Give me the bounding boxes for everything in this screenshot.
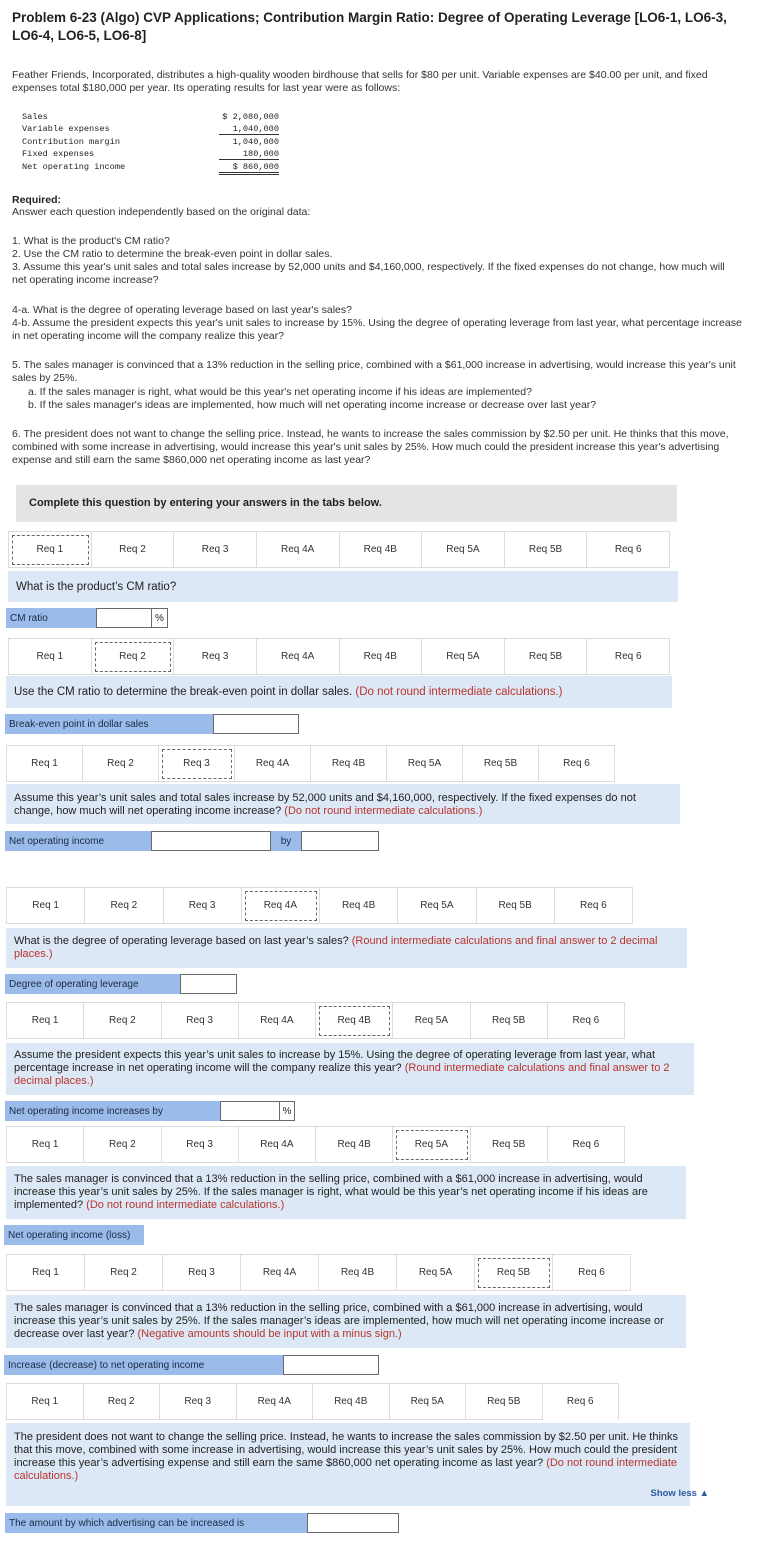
tab-req-3[interactable]: Req 3	[174, 639, 257, 675]
req-4b-note: (Round intermediate calculations and final answer to 2 decimal places.)	[14, 1062, 670, 1087]
statement-label: Sales	[22, 112, 48, 122]
tab-req-2[interactable]: Req 2	[85, 1255, 163, 1291]
tab-req-1[interactable]: Req 1	[9, 639, 92, 675]
noi-change-select[interactable]	[152, 834, 270, 852]
by-label: by	[271, 831, 301, 851]
req-3-question-text: Assume this year’s unit sales and total sales increase by 52,000 units and $4,160,000, respectively. If the fixed expenses do not change, how much will net operating income increase?	[14, 792, 636, 817]
tab-req-5b[interactable]: Req 5B	[475, 1255, 553, 1291]
tab-req-5b[interactable]: Req 5B	[477, 888, 555, 924]
noi-increase-percent-label: Net operating income increases by	[5, 1101, 220, 1121]
tab-req-5b[interactable]: Req 5B	[505, 532, 588, 568]
tab-req-4b[interactable]: Req 4B	[316, 1003, 393, 1039]
tab-req-4b[interactable]: Req 4B	[313, 1384, 390, 1420]
tab-bar	[6, 887, 633, 924]
noi-change-label: Increase (decrease) to net operating income	[4, 1355, 283, 1375]
req-4a-question	[6, 928, 687, 968]
tab-req-1[interactable]: Req 1	[7, 1255, 85, 1291]
tab-req-6[interactable]: Req 6	[587, 532, 670, 568]
cm-ratio-input[interactable]	[97, 611, 151, 629]
tab-req-3[interactable]: Req 3	[174, 532, 257, 568]
problem-intro: Feather Friends, Incorporated, distributes a high-quality wooden birdhouse that sells for $80 per unit. Variable expenses are $40.00 per unit, and fixed expenses total $180,000 per year. Its operating results for last year were as follows:	[12, 69, 708, 94]
tab-req-3[interactable]: Req 3	[162, 1003, 239, 1039]
tab-req-4a[interactable]: Req 4A	[239, 1003, 316, 1039]
show-less-link[interactable]: Show less ▲	[650, 1488, 709, 1499]
statement-row-sales	[22, 111, 287, 123]
tab-req-5b[interactable]: Req 5B	[471, 1127, 548, 1163]
noi-loss-label: Net operating income (loss)	[4, 1225, 144, 1245]
advertising-increase-label: The amount by which advertising can be increased is	[5, 1513, 307, 1533]
noi-change-amount-input[interactable]	[284, 1358, 378, 1376]
tab-req-5a[interactable]: Req 5A	[390, 1384, 467, 1420]
tab-req-6[interactable]: Req 6	[553, 1255, 631, 1291]
req-4a-question-text: What is the degree of operating leverage based on last year’s sales?	[14, 935, 349, 947]
tab-req-5a[interactable]: Req 5A	[387, 746, 463, 782]
question-6: 6. The president does not want to change the selling price. Instead, he wants to increase the sales commission by $2.50 per unit. He thinks that this move, combined with some increase in advertising, would increase this year's unit sales by 25%. How much could the president increase this year's advertising expense and still earn the same $860,000 net operating income as last year?	[12, 428, 729, 466]
req-6-note: (Do not round intermediate calculations.)	[14, 1457, 678, 1482]
tab-req-6[interactable]: Req 6	[548, 1003, 625, 1039]
tab-req-4b[interactable]: Req 4B	[320, 888, 398, 924]
tab-req-4b[interactable]: Req 4B	[340, 532, 423, 568]
income-statement	[22, 111, 287, 173]
tab-req-4b[interactable]: Req 4B	[340, 639, 423, 675]
tab-req-2[interactable]: Req 2	[92, 532, 175, 568]
req-6-question	[6, 1423, 690, 1506]
cm-ratio-label: CM ratio	[6, 608, 96, 628]
tab-req-4a[interactable]: Req 4A	[257, 639, 340, 675]
req-1-question	[8, 571, 678, 602]
statement-value: $ 860,000	[219, 162, 279, 175]
question-3: 3. Assume this year's unit sales and total sales increase by 52,000 units and $4,160,000, respectively. If the fixed expenses do not change, how much will net operating income increase?	[12, 261, 725, 286]
req-2-question-text: Use the CM ratio to determine the break-even point in dollar sales.	[14, 686, 353, 698]
tab-req-6[interactable]: Req 6	[539, 746, 615, 782]
question-1: 1. What is the product's CM ratio?	[12, 235, 170, 247]
tab-req-1[interactable]: Req 1	[9, 532, 92, 568]
req-5a-note: (Do not round intermediate calculations.)	[86, 1199, 285, 1211]
tab-req-3[interactable]: Req 3	[162, 1127, 239, 1163]
statement-row-net-operating-income	[22, 161, 287, 173]
tab-req-4b[interactable]: Req 4B	[316, 1127, 393, 1163]
tab-req-1[interactable]: Req 1	[7, 888, 85, 924]
noi-change-amount-input-wrap	[283, 1355, 379, 1375]
req-2-note: (Do not round intermediate calculations.)	[355, 686, 563, 698]
tab-req-2[interactable]: Req 2	[92, 639, 175, 675]
noi-loss-input[interactable]	[144, 1226, 228, 1246]
noi-increase-input[interactable]	[302, 834, 378, 852]
req-4b-question	[6, 1043, 694, 1095]
break-even-input[interactable]	[214, 717, 298, 735]
noi-loss-input-wrap	[144, 1225, 228, 1245]
question-5b	[12, 399, 742, 412]
statement-row-variable-expenses	[22, 123, 287, 135]
tab-req-6[interactable]: Req 6	[548, 1127, 625, 1163]
tab-bar	[6, 1254, 631, 1291]
noi-percent-input[interactable]	[221, 1104, 279, 1122]
statement-label: Net operating income	[22, 161, 126, 172]
statement-value: 1,040,000	[219, 124, 279, 135]
statement-value: 180,000	[219, 149, 279, 160]
req-5b-note: (Negative amounts should be input with a minus sign.)	[137, 1328, 402, 1340]
tab-bar	[8, 638, 670, 675]
req-5a-question-text: The sales manager is convinced that a 13% reduction in the selling price, combined with a $61,000 increase in advertising, would increase this year’s unit sales by 25%. If the sales manager is right, what would be this year’s net operating income if his ideas are implemented?	[14, 1173, 648, 1211]
tab-req-4a[interactable]: Req 4A	[237, 1384, 314, 1420]
statement-label: Variable expenses	[22, 124, 110, 135]
break-even-label: Break-even point in dollar sales	[5, 714, 213, 734]
tab-bar	[6, 1126, 625, 1163]
tab-req-5b[interactable]: Req 5B	[463, 746, 539, 782]
tab-req-6[interactable]: Req 6	[587, 639, 670, 675]
tab-req-5b[interactable]: Req 5B	[505, 639, 588, 675]
tab-req-5a[interactable]: Req 5A	[422, 639, 505, 675]
tab-req-4a[interactable]: Req 4A	[241, 1255, 319, 1291]
tab-bar	[6, 745, 615, 782]
required-heading: Required:	[12, 194, 62, 206]
instructions-banner: Complete this question by entering your answers in the tabs below.	[16, 485, 677, 522]
statement-label: Fixed expenses	[22, 149, 95, 160]
tab-req-1[interactable]: Req 1	[7, 1003, 84, 1039]
req-1-question-text: What is the product’s CM ratio?	[16, 581, 177, 593]
tab-req-2[interactable]: Req 2	[84, 1003, 161, 1039]
noi-percent-input-wrap	[220, 1101, 280, 1121]
tab-req-6[interactable]: Req 6	[543, 1384, 620, 1420]
req-5a-question	[6, 1166, 686, 1219]
req-3-question	[6, 784, 680, 824]
tab-req-5a[interactable]: Req 5A	[393, 1003, 470, 1039]
tab-req-3[interactable]: Req 3	[163, 1255, 241, 1291]
statement-value: $ 2,080,000	[222, 112, 279, 122]
tab-req-1[interactable]: Req 1	[7, 1384, 84, 1420]
cm-ratio-input-wrap	[96, 608, 152, 628]
percent-unit: %	[280, 1101, 295, 1121]
break-even-input-wrap	[213, 714, 299, 734]
question-5: 5. The sales manager is convinced that a 13% reduction in the selling price, combined with a $61,000 increase in advertising, would increase this year's unit sales by 25%.	[12, 359, 736, 384]
req-3-note: (Do not round intermediate calculations.)	[284, 805, 483, 817]
tab-req-1[interactable]: Req 1	[7, 1127, 84, 1163]
tab-req-5a[interactable]: Req 5A	[422, 532, 505, 568]
required-text: Answer each question independently based on the original data:	[12, 206, 311, 218]
noi-increase-input-wrap	[301, 831, 379, 851]
dol-input[interactable]	[181, 977, 236, 995]
dol-label: Degree of operating leverage	[5, 974, 180, 994]
tab-req-4a[interactable]: Req 4A	[257, 532, 340, 568]
tab-bar	[6, 1383, 619, 1420]
statement-row-contribution-margin	[22, 136, 287, 148]
tab-req-5a[interactable]: Req 5A	[397, 1255, 475, 1291]
req-6-question-text: The president does not want to change the selling price. Instead, he wants to increase the sales commission by $2.50 per unit. He thinks that this move, combined with some increase in advertising, would increase this year’s unit sales by 25%. How much could the president increase this year’s advertising expense and still earn the same $860,000 net operating income as last year?	[14, 1431, 679, 1469]
advertising-increase-input[interactable]	[308, 1516, 398, 1534]
tab-bar	[6, 1002, 625, 1039]
tab-req-6[interactable]: Req 6	[555, 888, 633, 924]
tab-req-4b[interactable]: Req 4B	[319, 1255, 397, 1291]
req-4b-question-text: Assume the president expects this year’s unit sales to increase by 15%. Using the degree of operating leverage from last year, what percentage increase in net operating income will the company realize this year?	[14, 1049, 655, 1074]
tab-req-3[interactable]: Req 3	[160, 1384, 237, 1420]
tab-req-3[interactable]: Req 3	[164, 888, 242, 924]
advertising-increase-input-wrap	[307, 1513, 399, 1533]
req-4a-note: (Round intermediate calculations and final answer to 2 decimal places.)	[14, 935, 658, 960]
percent-unit: %	[152, 608, 168, 628]
tab-req-2[interactable]: Req 2	[83, 746, 159, 782]
req-5b-question-text: The sales manager is convinced that a 13% reduction in the selling price, combined with a $61,000 increase in advertising, would increase this year’s unit sales by 25%. If the sales manager’s ideas are implemented, how much will net operating income increase or decrease over last year?	[14, 1302, 664, 1340]
tab-req-5a[interactable]: Req 5A	[398, 888, 476, 924]
noi-change-input-wrap	[151, 831, 271, 851]
statement-label: Contribution margin	[22, 136, 120, 147]
tab-req-2[interactable]: Req 2	[85, 888, 163, 924]
question-5a	[12, 386, 742, 399]
question-4a: 4-a. What is the degree of operating leverage based on last year's sales?	[12, 304, 352, 316]
dol-input-wrap	[180, 974, 237, 994]
question-2: 2. Use the CM ratio to determine the break-even point in dollar sales.	[12, 248, 333, 260]
question-5a-text: a. If the sales manager is right, what would be this year's net operating income if his ideas are implemented?	[28, 386, 532, 398]
tab-req-3[interactable]: Req 3	[159, 746, 235, 782]
problem-title: Problem 6-23 (Algo) CVP Applications; Contribution Margin Ratio: Degree of Operating Leverage [LO6-1, LO6-3, LO6-4, LO6-5, LO6-8]	[12, 10, 727, 43]
statement-row-fixed-expenses	[22, 148, 287, 160]
question-4b: 4-b. Assume the president expects this year's unit sales to increase by 15%. Using the degree of operating leverage from last year, what percentage increase in net operating income will the company realize this year?	[12, 317, 742, 342]
statement-value: 1,040,000	[232, 136, 279, 147]
tab-req-1[interactable]: Req 1	[7, 746, 83, 782]
tab-req-4a[interactable]: Req 4A	[242, 888, 320, 924]
tab-req-4a[interactable]: Req 4A	[239, 1127, 316, 1163]
tab-req-2[interactable]: Req 2	[84, 1384, 161, 1420]
tab-bar	[8, 531, 670, 568]
net-operating-income-label: Net operating income	[5, 831, 151, 851]
tab-req-2[interactable]: Req 2	[84, 1127, 161, 1163]
tab-req-5b[interactable]: Req 5B	[466, 1384, 543, 1420]
req-5b-question	[6, 1295, 686, 1348]
question-5b-text: b. If the sales manager's ideas are implemented, how much will net operating income increase or decrease over last year?	[28, 399, 597, 411]
tab-req-5b[interactable]: Req 5B	[471, 1003, 548, 1039]
req-2-question	[6, 676, 672, 708]
tab-req-4b[interactable]: Req 4B	[311, 746, 387, 782]
tab-req-4a[interactable]: Req 4A	[235, 746, 311, 782]
tab-req-5a[interactable]: Req 5A	[393, 1127, 470, 1163]
